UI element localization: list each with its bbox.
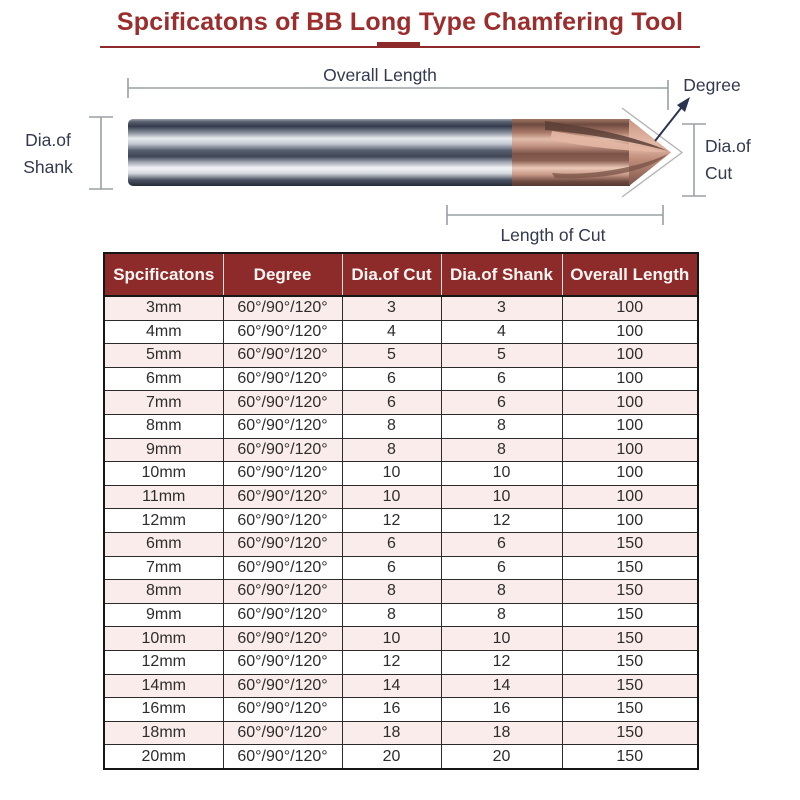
table-cell: 10mm <box>104 627 223 651</box>
table-cell: 4 <box>441 320 562 344</box>
degree-label: Degree <box>683 75 741 95</box>
header-degree: Degree <box>223 253 342 296</box>
spec-table <box>103 252 699 770</box>
table-cell: 100 <box>562 438 698 462</box>
table-row <box>104 745 698 769</box>
table-row <box>104 532 698 556</box>
table-cell: 60°/90°/120° <box>223 414 342 438</box>
table-cell: 8mm <box>104 414 223 438</box>
table-cell: 16 <box>441 698 562 722</box>
table-cell: 100 <box>562 320 698 344</box>
table-cell: 8 <box>342 603 441 627</box>
table-cell: 60°/90°/120° <box>223 698 342 722</box>
table-cell: 14mm <box>104 674 223 698</box>
table-cell: 6 <box>342 532 441 556</box>
table-cell: 12 <box>342 509 441 533</box>
table-cell: 20mm <box>104 745 223 769</box>
header-row <box>104 253 698 296</box>
table-row <box>104 485 698 509</box>
table-cell: 60°/90°/120° <box>223 462 342 486</box>
table-row <box>104 391 698 415</box>
table-cell: 5 <box>342 344 441 368</box>
table-cell: 150 <box>562 603 698 627</box>
page-title: Spcificatons of BB Long Type Chamfering Tool <box>116 8 684 36</box>
table-cell: 6 <box>441 391 562 415</box>
table-cell: 60°/90°/120° <box>223 580 342 604</box>
dia-of-shank-label-line2: Shank <box>23 157 73 177</box>
table-cell: 8 <box>441 580 562 604</box>
table-cell: 18mm <box>104 721 223 745</box>
table-cell: 60°/90°/120° <box>223 438 342 462</box>
table-cell: 8 <box>441 414 562 438</box>
table-cell: 60°/90°/120° <box>223 650 342 674</box>
table-row <box>104 674 698 698</box>
dia-of-shank-label-line1: Dia.of <box>25 130 71 150</box>
table-cell: 60°/90°/120° <box>223 603 342 627</box>
table-cell: 10 <box>441 485 562 509</box>
table-cell: 6mm <box>104 367 223 391</box>
table-cell: 8 <box>342 580 441 604</box>
table-cell: 9mm <box>104 603 223 627</box>
table-cell: 16 <box>342 698 441 722</box>
table-cell: 11mm <box>104 485 223 509</box>
overall-length-label: Overall Length <box>323 65 437 85</box>
table-cell: 60°/90°/120° <box>223 367 342 391</box>
table-cell: 100 <box>562 414 698 438</box>
tool-diagram <box>0 55 800 251</box>
header-overall-length: Overall Length <box>562 253 698 296</box>
table-cell: 10 <box>441 627 562 651</box>
table-cell: 14 <box>441 674 562 698</box>
dia-of-cut-dimension <box>682 124 751 196</box>
header-spcificatons: Spcificatons <box>104 253 223 296</box>
table-row <box>104 367 698 391</box>
table-cell: 60°/90°/120° <box>223 745 342 769</box>
tool-image <box>128 119 671 186</box>
table-cell: 8 <box>342 438 441 462</box>
table-cell: 150 <box>562 721 698 745</box>
table-cell: 18 <box>441 721 562 745</box>
table-cell: 7mm <box>104 391 223 415</box>
table-cell: 3 <box>342 296 441 320</box>
table-cell: 12mm <box>104 650 223 674</box>
table-cell: 6 <box>342 556 441 580</box>
table-cell: 4 <box>342 320 441 344</box>
table-cell: 150 <box>562 556 698 580</box>
table-cell: 100 <box>562 344 698 368</box>
table-row <box>104 509 698 533</box>
table-cell: 6 <box>441 532 562 556</box>
table-cell: 3 <box>441 296 562 320</box>
table-cell: 100 <box>562 462 698 486</box>
table-cell: 18 <box>342 721 441 745</box>
table-cell: 6 <box>342 391 441 415</box>
table-cell: 7mm <box>104 556 223 580</box>
table-cell: 10 <box>342 462 441 486</box>
table-cell: 10 <box>441 462 562 486</box>
table-row <box>104 627 698 651</box>
table-cell: 4mm <box>104 320 223 344</box>
table-cell: 9mm <box>104 438 223 462</box>
length-of-cut-dimension <box>447 205 663 245</box>
overall-length-dimension <box>128 65 668 110</box>
table-row <box>104 650 698 674</box>
table-cell: 100 <box>562 391 698 415</box>
table-cell: 8mm <box>104 580 223 604</box>
table-cell: 20 <box>441 745 562 769</box>
dia-of-cut-label-line2: Cut <box>705 163 733 183</box>
table-cell: 12mm <box>104 509 223 533</box>
tool-shank <box>128 119 518 186</box>
table-cell: 60°/90°/120° <box>223 532 342 556</box>
table-row <box>104 603 698 627</box>
table-cell: 60°/90°/120° <box>223 391 342 415</box>
table-cell: 6mm <box>104 532 223 556</box>
table-cell: 100 <box>562 367 698 391</box>
table-cell: 8 <box>441 438 562 462</box>
table-cell: 100 <box>562 509 698 533</box>
table-cell: 12 <box>342 650 441 674</box>
table-cell: 60°/90°/120° <box>223 485 342 509</box>
table-row <box>104 320 698 344</box>
tool-diagram-svg <box>0 55 800 251</box>
table-cell: 150 <box>562 674 698 698</box>
header-dia-of-shank: Dia.of Shank <box>441 253 562 296</box>
table-cell: 150 <box>562 698 698 722</box>
table-row <box>104 344 698 368</box>
table-cell: 60°/90°/120° <box>223 627 342 651</box>
table-cell: 60°/90°/120° <box>223 509 342 533</box>
table-row <box>104 296 698 320</box>
table-row <box>104 556 698 580</box>
table-cell: 60°/90°/120° <box>223 674 342 698</box>
table-cell: 150 <box>562 532 698 556</box>
table-cell: 60°/90°/120° <box>223 344 342 368</box>
table-cell: 3mm <box>104 296 223 320</box>
dia-of-cut-label-line1: Dia.of <box>705 136 751 156</box>
dia-of-shank-dimension <box>23 117 113 189</box>
table-cell: 8 <box>441 603 562 627</box>
table-cell: 100 <box>562 485 698 509</box>
table-cell: 60°/90°/120° <box>223 296 342 320</box>
table-cell: 60°/90°/120° <box>223 320 342 344</box>
table-cell: 150 <box>562 650 698 674</box>
header-dia-of-cut: Dia.of Cut <box>342 253 441 296</box>
table-cell: 6 <box>441 556 562 580</box>
table-cell: 6 <box>342 367 441 391</box>
table-cell: 60°/90°/120° <box>223 721 342 745</box>
spec-table-body <box>104 296 698 769</box>
length-of-cut-label: Length of Cut <box>500 225 606 245</box>
table-row <box>104 438 698 462</box>
table-row <box>104 698 698 722</box>
table-cell: 5 <box>441 344 562 368</box>
table-cell: 150 <box>562 580 698 604</box>
table-cell: 10mm <box>104 462 223 486</box>
table-row <box>104 462 698 486</box>
table-row <box>104 721 698 745</box>
table-cell: 6 <box>441 367 562 391</box>
table-cell: 14 <box>342 674 441 698</box>
table-cell: 16mm <box>104 698 223 722</box>
table-cell: 8 <box>342 414 441 438</box>
table-cell: 60°/90°/120° <box>223 556 342 580</box>
table-cell: 100 <box>562 296 698 320</box>
table-row <box>104 414 698 438</box>
title-underline <box>100 46 700 48</box>
table-cell: 20 <box>342 745 441 769</box>
title-underline-accent <box>377 42 420 48</box>
table-row <box>104 580 698 604</box>
table-cell: 12 <box>441 650 562 674</box>
table-cell: 10 <box>342 627 441 651</box>
spec-table-header <box>104 253 698 296</box>
table-cell: 150 <box>562 745 698 769</box>
table-cell: 12 <box>441 509 562 533</box>
table-cell: 5mm <box>104 344 223 368</box>
table-cell: 150 <box>562 627 698 651</box>
table-cell: 10 <box>342 485 441 509</box>
